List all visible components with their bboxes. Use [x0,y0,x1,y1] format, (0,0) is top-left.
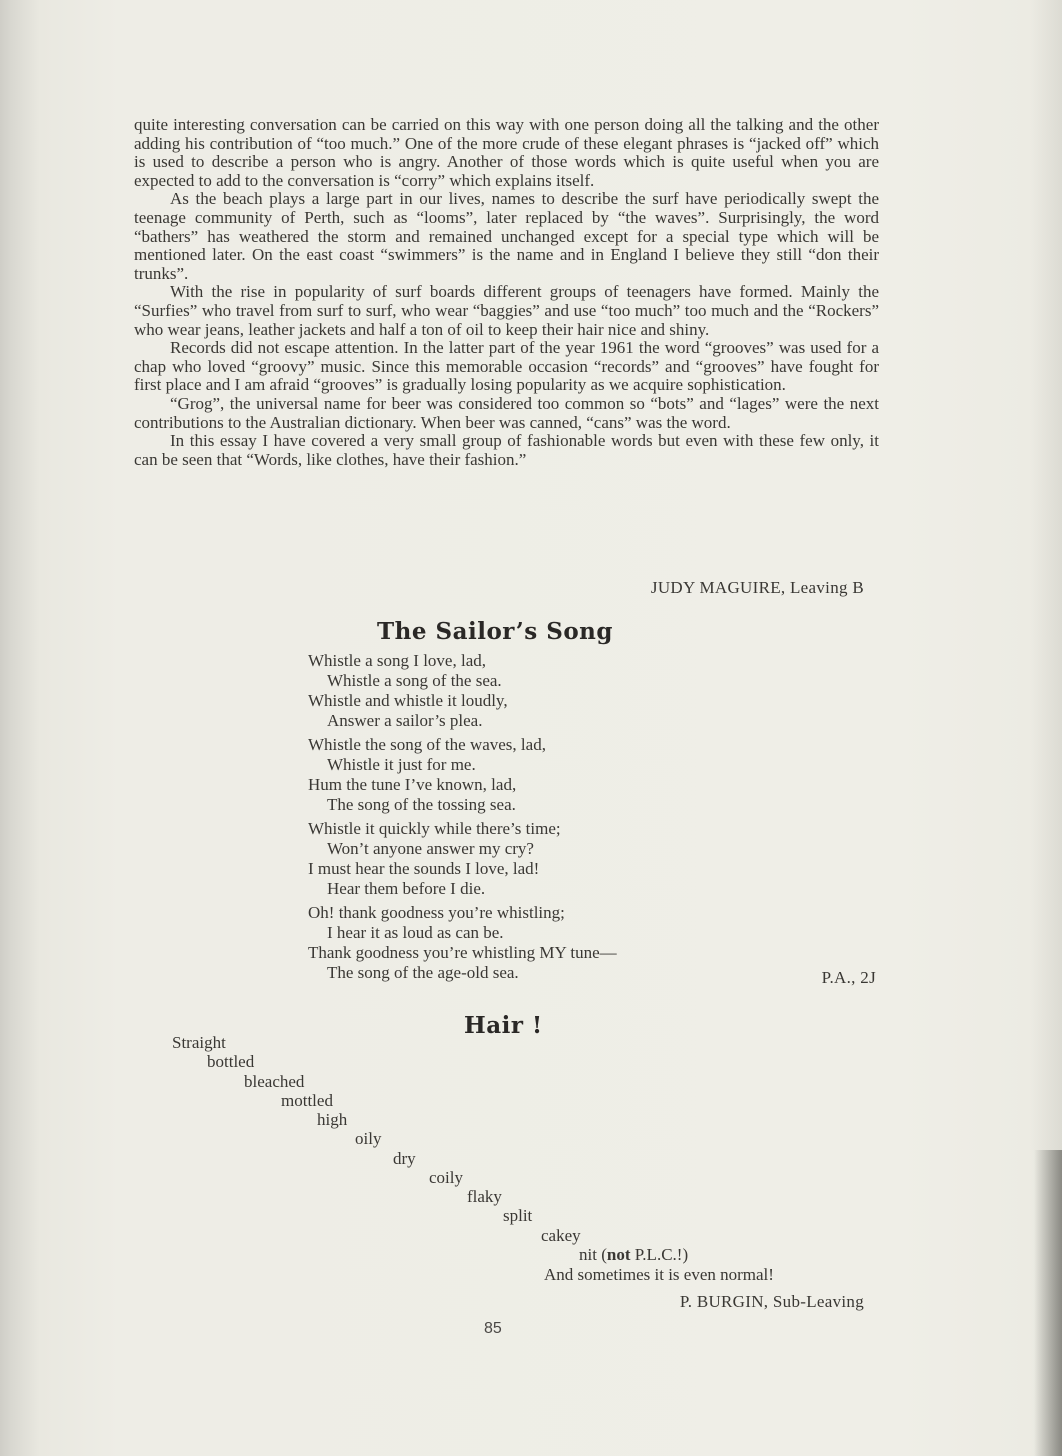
poem-stanza [308,903,617,983]
poem-line: I hear it as loud as can be. [327,923,504,942]
hair-word: bleached [244,1072,305,1091]
poem-line: Whistle it quickly while there’s time; [308,819,561,838]
hair-nit-pre: nit ( [579,1245,607,1264]
poem-sailors-song [308,651,617,987]
poem-line: Hum the tune I’ve known, lad, [308,775,517,794]
poem-line: Hear them before I die. [327,879,486,898]
essay-paragraph: “Grog”, the universal name for beer was considered too common so “bots” and “lages” were the next contributions to the Australian dictionary. When beer was canned, “cans” was the word. [134,393,879,432]
poem-stanza [308,735,617,815]
poem-line: I must hear the sounds I love, lad! [308,859,540,878]
hair-author: P. BURGIN, Sub-Leaving [679,1292,864,1311]
essay-paragraph: quite interesting conversation can be carried on this way with one person doing all the talking and the other adding his contribution of “too much.” One of the more crude of these elegant phrases is “jacked off” which is used to describe a person who is angry. Another of those words which is quite useful when you are expected to add to the conversation is “corry” which explains itself. [134,115,879,190]
hair-word: coily [429,1168,463,1187]
essay-paragraph: Records did not escape attention. In the latter part of the year 1961 the word “grooves” was used for a chap who loved “groovy” music. Since this memorable occasion “records” and “grooves” have fought for first place and I am afraid “grooves” is gradually losing popularity as we acquire sophistication. [134,338,879,395]
poem-line: Thank goodness you’re whistling MY tune— [308,943,617,962]
poem-line: Whistle and whistle it loudly, [308,691,508,710]
hair-word: bottled [207,1052,255,1071]
poem-line: The song of the age-old sea. [327,963,519,982]
hair-word: oily [355,1129,382,1148]
poem-author: P.A., 2J [821,968,876,987]
poem-title-sailors-song: The Sailor’s Song [377,618,613,645]
hair-word: high [317,1110,348,1129]
poem-line: Won’t anyone answer my cry? [327,839,534,858]
poem-title-hair: Hair ! [464,1012,543,1039]
essay-author: JUDY MAGUIRE, Leaving B [650,578,864,597]
hair-nit-bold: not [606,1245,631,1264]
poem-stanza [308,651,617,731]
poem-line: Answer a sailor’s plea. [327,711,483,730]
hair-nit-post: P.L.C.!) [630,1245,689,1264]
hair-word: mottled [281,1091,333,1110]
page-edge-shadow [1034,1150,1062,1456]
hair-word: cakey [541,1226,581,1245]
hair-word: split [503,1206,533,1225]
poem-line: Whistle a song of the sea. [327,671,502,690]
page-number: 85 [484,1320,502,1337]
poem-line: Whistle a song I love, lad, [308,651,486,670]
essay-paragraph: With the rise in popularity of surf boards different groups of teenagers have formed. Mainly the “Surfies” who travel from surf to surf, who wear “baggies” and use “too much” too much and the “Rockers” who wear jeans, leather jackets and half a ton of oil to keep their hair nice and shiny. [134,282,879,339]
hair-closing-line: And sometimes it is even normal! [544,1265,774,1284]
hair-nit-line [579,1245,688,1265]
poem-line: Whistle the song of the waves, lad, [308,735,546,754]
poem-stanza [308,819,617,899]
essay-body [134,116,879,469]
poem-line: The song of the tossing sea. [327,795,516,814]
essay-paragraph: As the beach plays a large part in our lives, names to describe the surf have periodically swept the teenage community of Perth, such as “looms”, later replaced by “the waves”. Surprisingly, the word “bathers” has weathered the storm and remained unchanged except for a special type which will be mentioned later. On the east coast “swimmers” is the name and in England I believe they still “don their trunks”. [134,189,879,283]
poem-line: Oh! thank goodness you’re whistling; [308,903,565,922]
hair-word: flaky [467,1187,502,1206]
poem-line: Whistle it just for me. [327,755,476,774]
hair-word: Straight [172,1033,226,1052]
essay-paragraph: In this essay I have covered a very small group of fashionable words but even with these few only, it can be seen that “Words, like clothes, have their fashion.” [134,431,879,469]
hair-word: dry [393,1149,416,1168]
